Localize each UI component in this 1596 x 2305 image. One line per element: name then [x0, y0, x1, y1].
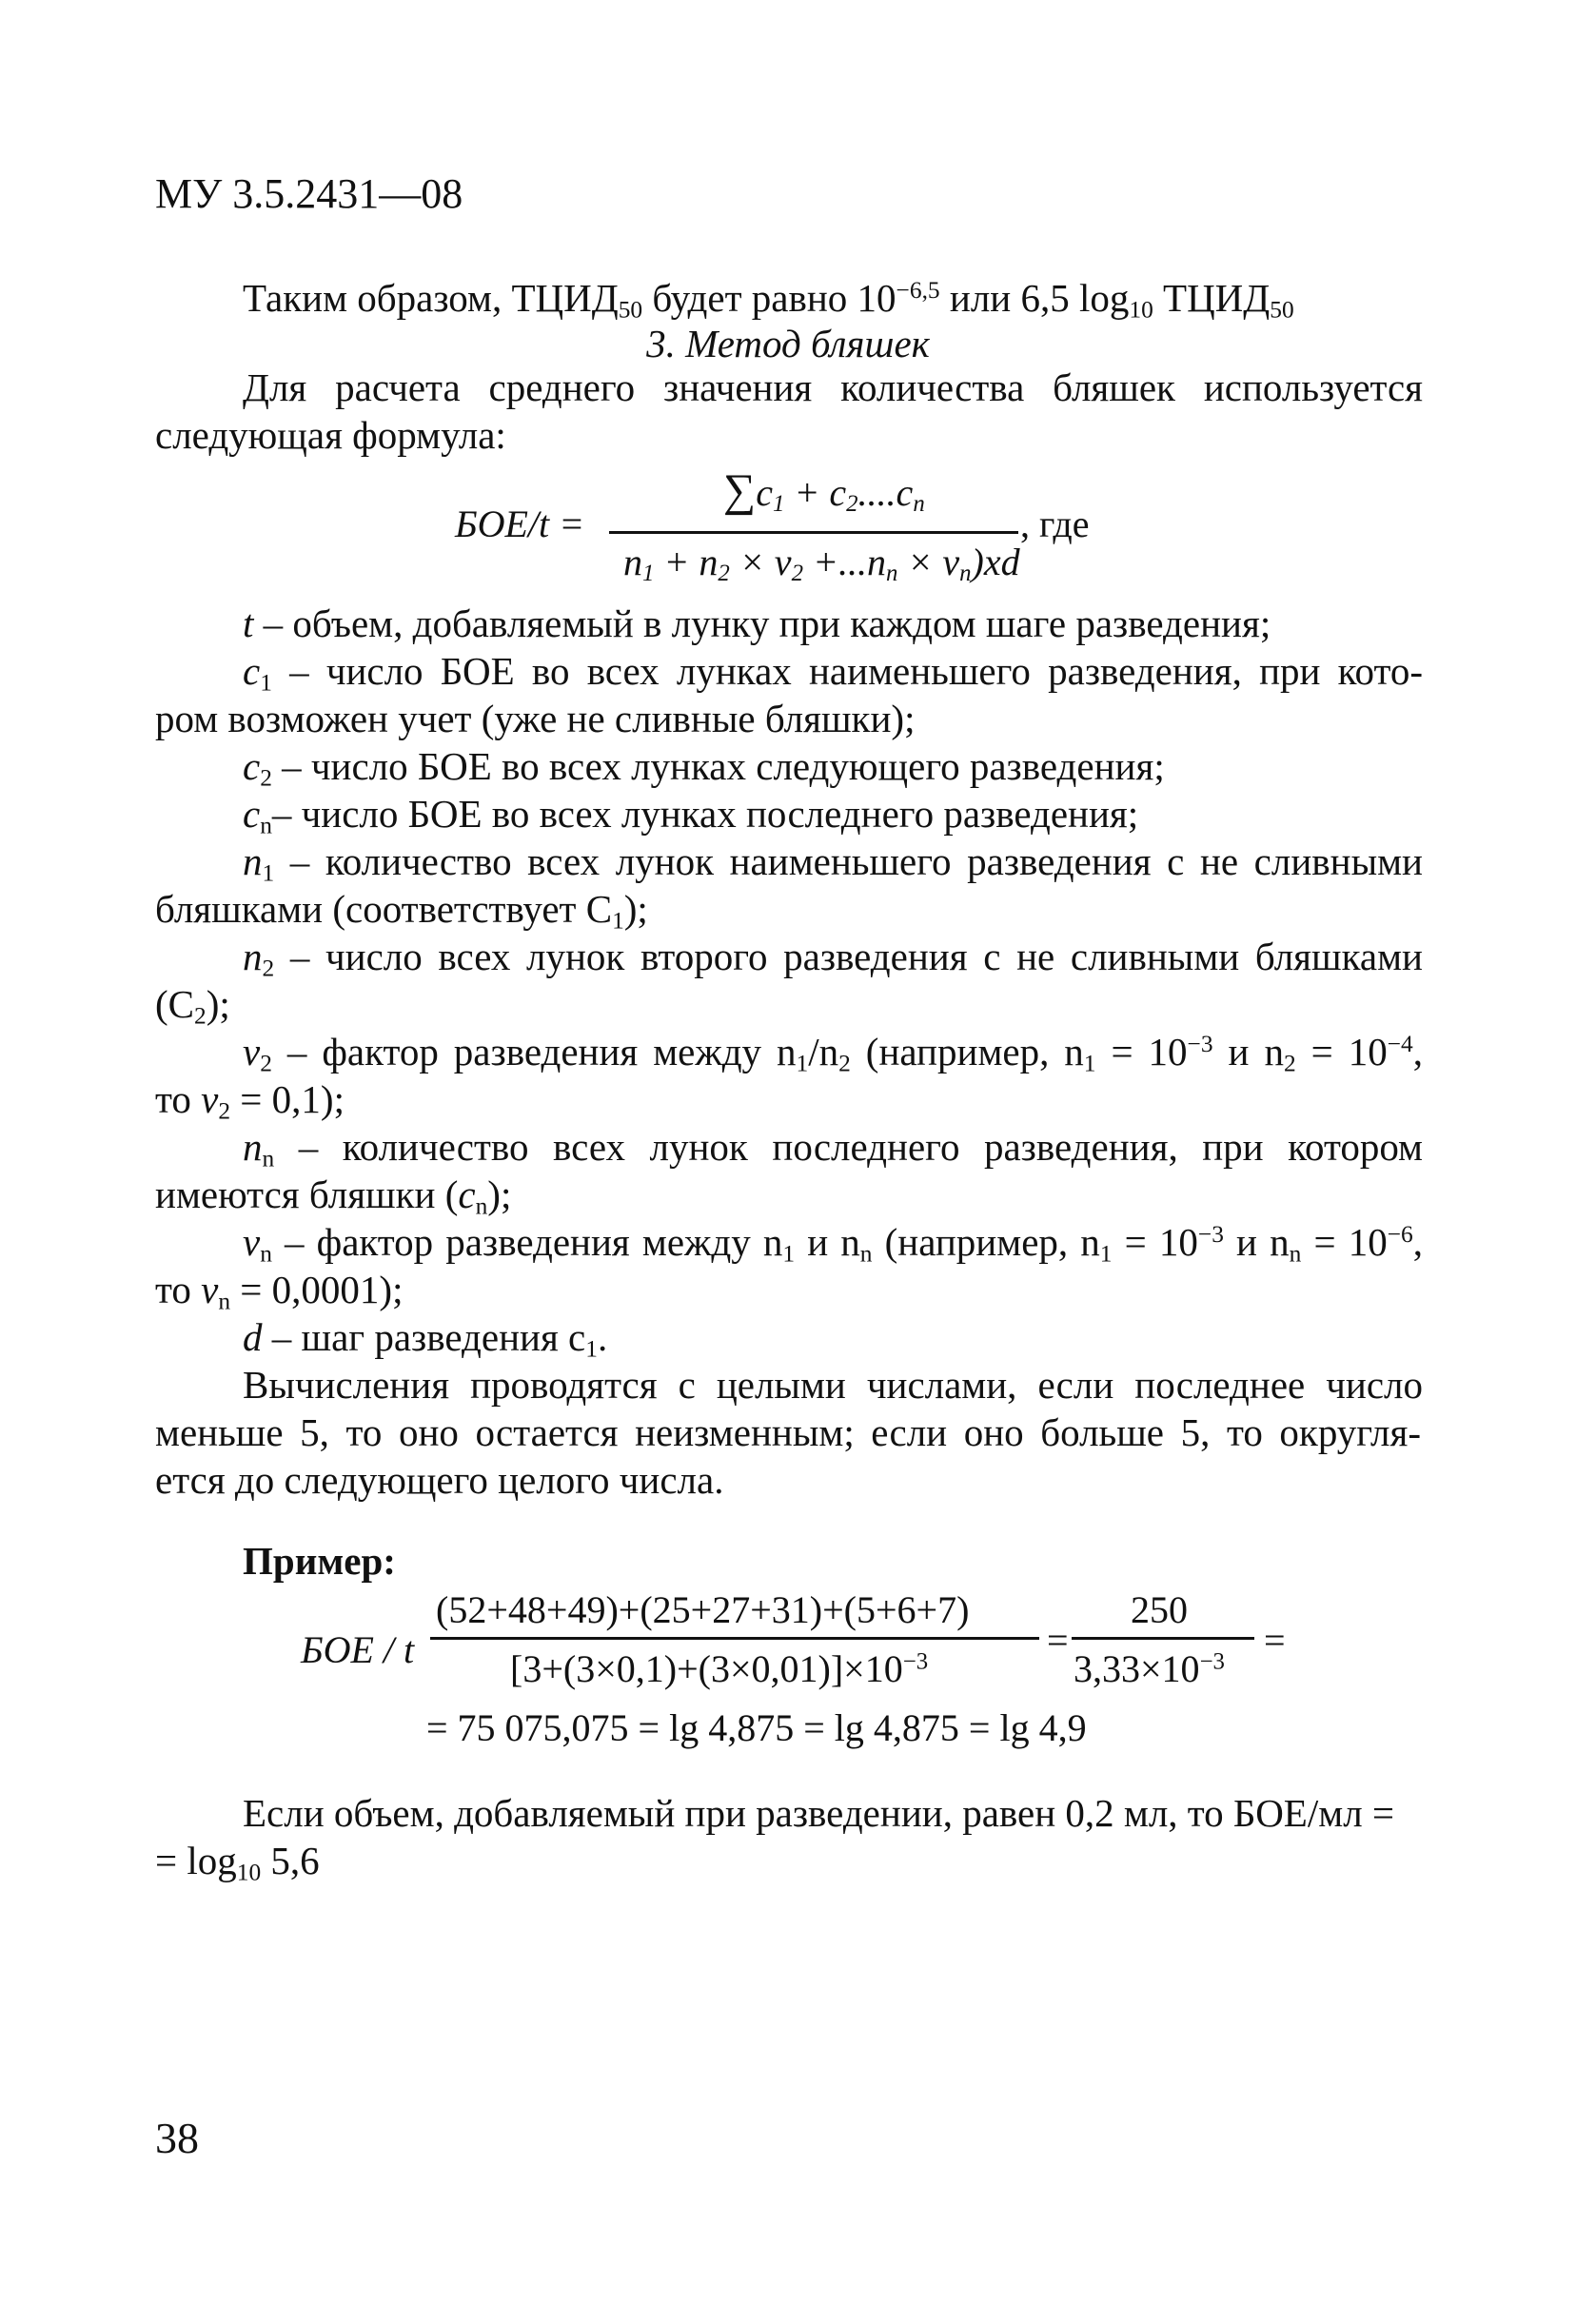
formula-fraction-bar [609, 531, 1018, 534]
definition-vn: $v_n$ – фактор разведения между $n_1$ и $n_n$ (например, $n_1 = 10^{-3}$ и $n_n = 10^{-6}$, [243, 1220, 1424, 1268]
example-numerator-2: 250 [1131, 1588, 1188, 1631]
final-paragraph-line1: Если объем, добавляемый при разведении, равен 0,2 мл, то БОЕ/мл = [243, 1791, 1395, 1835]
definition-vn-cont: то $v_n = 0,0001$); [155, 1268, 404, 1315]
example-equals-1: = [1047, 1619, 1069, 1662]
section-heading: 3. Метод бляшек [646, 322, 930, 365]
rounding-paragraph-line1: Вычисления проводятся с целыми числами, если последнее число [243, 1363, 1423, 1407]
example-denominator: $[3+(3\times 0,1)+(3\times 0,01)]\times 10^{-3}$ [510, 1647, 929, 1690]
rounding-paragraph-line3: ется до следующего целого числа. [155, 1458, 724, 1502]
formula-denominator: $n_1 + n_2 \times v_2 +...n_n \times v_n)xd$ [623, 541, 1020, 587]
document-code: МУ 3.5.2431—08 [155, 170, 463, 217]
example-denominator-2: $3,33\times 10^{-3}$ [1074, 1647, 1225, 1690]
definition-v2: $v_2$ – фактор разведения между $n_1/n_2$ (например, $n_1 = 10^{-3}$ и $n_2 = 10^{-4}$, [243, 1030, 1424, 1077]
definition-n1: $n_1$ – количество всех лунок наименьшего разведения с не сливными [243, 839, 1423, 887]
definition-nn-cont: имеются бляшки $(c_n)$; [155, 1172, 512, 1220]
paragraph-formula-intro: Для расчета среднего значения количества бляшек используется [243, 365, 1423, 409]
page-number: 38 [155, 2114, 199, 2162]
definition-n2: $n_2$ – число всех лунок второго разведения с не сливными бляшками [243, 935, 1423, 982]
example-result: = 75 075,075 = lg 4,875 = lg 4,875 = lg 4,9 [426, 1706, 1087, 1749]
definition-t: t – объем, добавляемый в лунку при каждом шаге разведения; [243, 601, 1271, 645]
example-lhs: БОЕ / t [301, 1628, 415, 1671]
final-paragraph-line2: = $\log_{10} 5,6$ [155, 1839, 320, 1886]
paragraph-formula-intro-cont: следующая формула: [155, 413, 506, 457]
formula-where: , где [1020, 502, 1090, 545]
definition-cn: $c_n-$ число БОЕ во всех лунках последнего разведения; [243, 792, 1139, 839]
definition-nn: $n_n$ – количество всех лунок последнего разведения, при котором [243, 1125, 1423, 1172]
formula-numerator: $\sum c_1 + c_2....c_n$ [723, 465, 925, 518]
definition-d: d – шаг разведения $c_1$. [243, 1315, 608, 1363]
example-heading: Пример: [243, 1539, 396, 1583]
definition-n1-cont: бляшками (соответствует $C_1$); [155, 887, 648, 935]
definition-n2-cont: $(C_2)$; [155, 982, 230, 1030]
formula-lhs: БОЕ/t = [455, 502, 585, 545]
example-fraction-bar-1 [430, 1637, 1039, 1640]
example-numerator: (52+48+49)+(25+27+31)+(5+6+7) [436, 1588, 970, 1631]
example-equals-2: = [1264, 1619, 1286, 1662]
definition-c2: $c_2$ – число БОЕ во всех лунках следующего разведения; [243, 744, 1165, 792]
tcid-result-line: Таким образом, $ТЦИД_{50}$ будет равно $10^{-6,5}$ или 6,5 $\log_{10}$ $ТЦИД_{50}$ [243, 276, 1294, 324]
definition-c1: $c_1$ – число БОЕ во всех лунках наименьшего разведения, при кото- [243, 649, 1423, 697]
definition-v2-cont: то $v_2 = 0,1$); [155, 1077, 345, 1125]
example-fraction-bar-2 [1072, 1637, 1254, 1640]
definition-c1-cont: ром возможен учет (уже не сливные бляшки); [155, 697, 916, 740]
rounding-paragraph-line2: меньше 5, то оно остается неизменным; если оно больше 5, то округля- [155, 1410, 1421, 1454]
